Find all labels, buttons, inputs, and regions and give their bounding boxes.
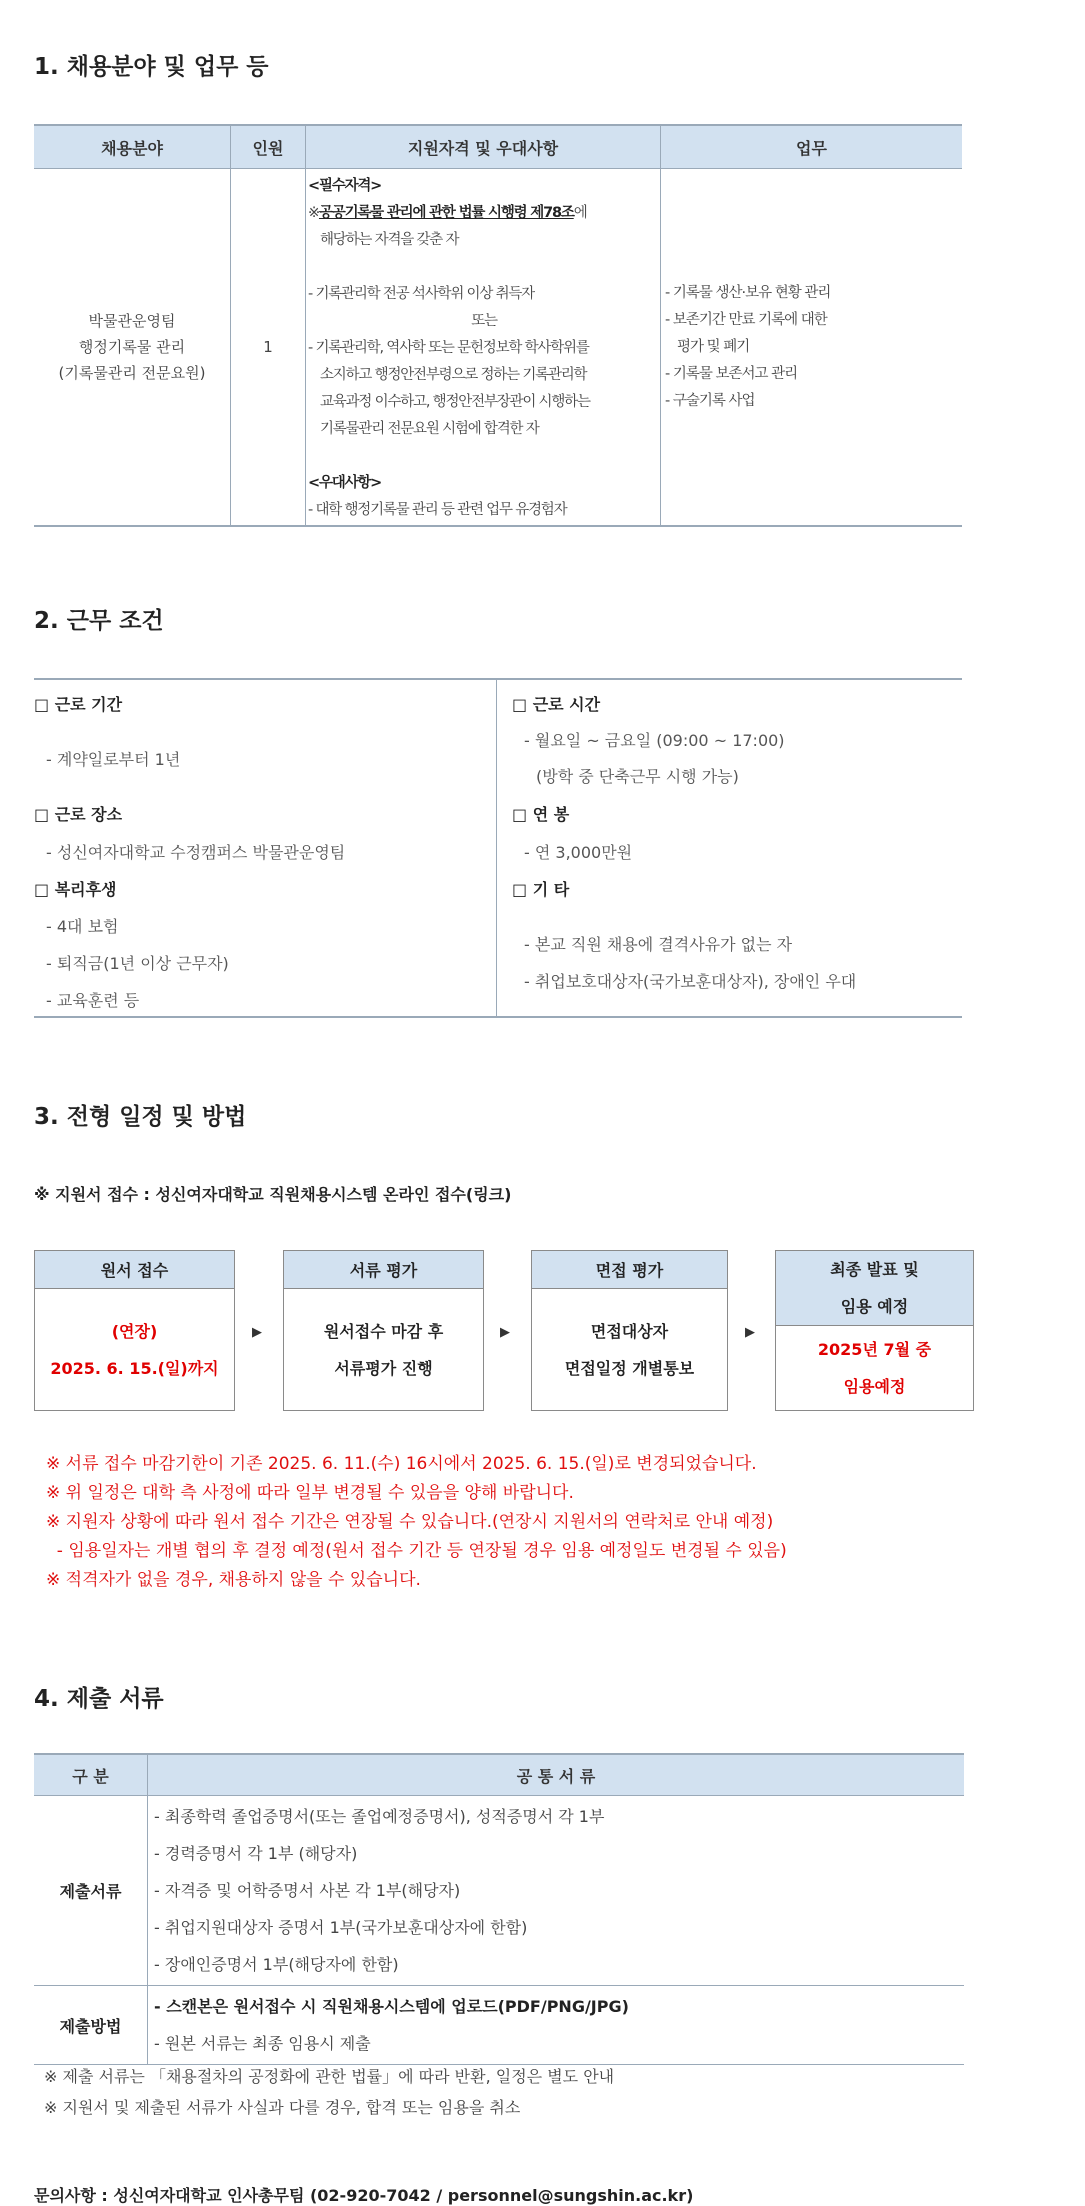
field-line: (기록물관리 전문요원) bbox=[58, 364, 206, 382]
method-label: 제출방법 bbox=[34, 1986, 148, 2065]
header-common-docs: 공 통 서 류 bbox=[148, 1754, 965, 1796]
field-line: 행정기록물 관리 bbox=[78, 338, 186, 356]
header-count: 인원 bbox=[231, 125, 306, 169]
note-item: ※ 지원자 상황에 따라 원서 접수 기간은 연장될 수 있습니다.(연장시 지원서의 연락처로 안내 예정) bbox=[46, 1512, 774, 1532]
duty-item: - 구술기록 사업 bbox=[665, 392, 755, 409]
step-arrow-icon: ▶ bbox=[252, 1325, 262, 1340]
section-4-title: 4. 제출 서류 bbox=[34, 1686, 164, 1712]
duties-cell bbox=[661, 169, 963, 527]
header-duties: 업무 bbox=[661, 125, 963, 169]
contact-info: 문의사항 : 성신여자대학교 인사총무팀 (02-920-7042 / personnel@sungshin.ac.kr) bbox=[34, 2186, 694, 2205]
period-heading: □ 근로 기간 bbox=[34, 695, 123, 714]
hours-note: (방학 중 단축근무 시행 가능) bbox=[536, 767, 739, 786]
recruitment-table bbox=[34, 124, 962, 527]
required-law-line bbox=[308, 200, 660, 227]
etc-heading: □ 기 타 bbox=[512, 880, 570, 899]
step-head-line: 최종 발표 및 bbox=[830, 1260, 919, 1279]
period-value: - 계약일로부터 1년 bbox=[46, 750, 181, 769]
documents-table bbox=[34, 1753, 964, 2065]
duty-item: - 보존기간 만료 기록에 대한 bbox=[665, 311, 827, 328]
doc-item: - 장애인증명서 1부(해당자에 한함) bbox=[154, 1955, 399, 1974]
hours-heading: □ 근로 시간 bbox=[512, 695, 601, 714]
header-category: 구 분 bbox=[34, 1754, 148, 1796]
law-link-text: 공공기록물 관리에 관한 법률 시행령 제78조 bbox=[318, 205, 574, 221]
qual-item-2-cont: 소지하고 행정안전부령으로 정하는 기록관리학 bbox=[320, 367, 587, 383]
note-item: ※ 적격자가 없을 경우, 채용하지 않을 수 있습니다. bbox=[46, 1570, 421, 1590]
header-field: 채용분야 bbox=[34, 125, 231, 169]
etc-value: - 취업보호대상자(국가보훈대상자), 장애인 우대 bbox=[524, 972, 857, 991]
schedule-notes bbox=[46, 1450, 787, 1595]
step-line: 원서접수 마감 후 bbox=[323, 1321, 444, 1341]
header-qualification: 지원자격 및 우대사항 bbox=[306, 125, 661, 169]
doc-item: - 최종학력 졸업증명서(또는 졸업예정증명서), 성적증명서 각 1부 bbox=[154, 1807, 605, 1826]
duty-item-cont: 평가 및 폐기 bbox=[677, 338, 750, 355]
step-application bbox=[34, 1250, 235, 1411]
step-line: 서류평가 진행 bbox=[334, 1358, 433, 1378]
qual-or: 또는 bbox=[471, 313, 497, 329]
law-suffix: 에 bbox=[573, 205, 587, 221]
welfare-heading: □ 복리후생 bbox=[34, 880, 117, 899]
preferred-label: <우대사항> bbox=[308, 475, 382, 491]
spacer bbox=[308, 443, 660, 470]
note-item: - 임용일자는 개별 협의 후 결정 예정(원서 접수 기간 등 연장될 경우 임용 예정일도 변경될 수 있음) bbox=[46, 1541, 787, 1561]
step-arrow-icon: ▶ bbox=[745, 1325, 755, 1340]
method-list bbox=[148, 1986, 965, 2065]
step-head: 서류 평가 bbox=[284, 1251, 483, 1289]
welfare-value: - 교육훈련 등 bbox=[46, 991, 140, 1010]
field-cell bbox=[34, 169, 231, 527]
preferred-item: - 대학 행정기록물 관리 등 관련 업무 유경험자 bbox=[308, 502, 567, 518]
doc-item: - 자격증 및 어학증명서 사본 각 1부(해당자) bbox=[154, 1881, 461, 1900]
qual-item-2-cont: 교육과정 이수하고, 행정안전부장관이 시행하는 bbox=[320, 394, 590, 410]
salary-value: - 연 3,000만원 bbox=[524, 843, 633, 862]
duty-item: - 기록물 생산·보유 현황 관리 bbox=[665, 284, 831, 301]
step-interview bbox=[531, 1250, 728, 1411]
step-body bbox=[284, 1289, 483, 1410]
step-line: 임용예정 bbox=[843, 1377, 906, 1396]
doc-item: - 취업지원대상자 증명서 1부(국가보훈대상자에 한함) bbox=[154, 1918, 528, 1937]
step-final bbox=[775, 1250, 974, 1411]
method-item: - 스캔본은 원서접수 시 직원채용시스템에 업로드(PDF/PNG/JPG) bbox=[154, 1997, 629, 2016]
section-2-title: 2. 근무 조건 bbox=[34, 608, 164, 634]
welfare-value: - 퇴직금(1년 이상 근무자) bbox=[46, 954, 229, 973]
step-line: 2025년 7월 중 bbox=[817, 1340, 932, 1359]
footnote: ※ 지원서 및 제출된 서류가 사실과 다를 경우, 합격 또는 임용을 취소 bbox=[44, 2098, 521, 2117]
hours-value: - 월요일 ~ 금요일 (09:00 ~ 17:00) bbox=[524, 731, 785, 750]
step-line: 면접일정 개별통보 bbox=[564, 1358, 695, 1378]
place-heading: □ 근로 장소 bbox=[34, 805, 123, 824]
step-body bbox=[776, 1326, 973, 1410]
note-mark: ※ bbox=[308, 205, 319, 221]
doc-item: - 경력증명서 각 1부 (해당자) bbox=[154, 1844, 358, 1863]
work-conditions-box bbox=[34, 678, 962, 1018]
note-item: ※ 위 일정은 대학 측 사정에 따라 일부 변경될 수 있음을 양해 바랍니다. bbox=[46, 1483, 574, 1503]
step-line: 2025. 6. 15.(일)까지 bbox=[50, 1358, 219, 1378]
required-cont: 해당하는 자격을 갖춘 자 bbox=[320, 232, 459, 248]
step-arrow-icon: ▶ bbox=[500, 1325, 510, 1340]
step-head: 면접 평가 bbox=[532, 1251, 727, 1289]
step-document-review bbox=[283, 1250, 484, 1411]
spacer bbox=[308, 254, 660, 281]
step-line: (연장) bbox=[111, 1321, 158, 1341]
step-line: 면접대상자 bbox=[590, 1321, 669, 1341]
section-1-title: 1. 채용분야 및 업무 등 bbox=[34, 54, 269, 80]
welfare-value: - 4대 보험 bbox=[46, 917, 119, 936]
qual-item-1: - 기록관리학 전공 석사학위 이상 취득자 bbox=[308, 286, 534, 302]
qualification-cell bbox=[306, 169, 661, 527]
step-head-line: 임용 예정 bbox=[840, 1297, 909, 1316]
required-label: <필수자격> bbox=[308, 178, 382, 194]
field-line: 박물관운영팀 bbox=[88, 312, 176, 330]
etc-value: - 본교 직원 채용에 결격사유가 없는 자 bbox=[524, 935, 793, 954]
column-divider bbox=[496, 680, 497, 1016]
step-head bbox=[776, 1251, 973, 1326]
apply-note: ※ 지원서 접수 : 성신여자대학교 직원채용시스템 온라인 접수(링크) bbox=[34, 1185, 512, 1204]
duty-item: - 기록물 보존서고 관리 bbox=[665, 365, 798, 382]
step-body bbox=[532, 1289, 727, 1410]
qual-item-2-cont: 기록물관리 전문요원 시험에 합격한 자 bbox=[320, 421, 539, 437]
count-cell: 1 bbox=[231, 169, 306, 527]
step-head: 원서 접수 bbox=[35, 1251, 234, 1289]
step-body bbox=[35, 1289, 234, 1410]
method-item: - 원본 서류는 최종 임용시 제출 bbox=[154, 2034, 371, 2053]
salary-heading: □ 연 봉 bbox=[512, 805, 570, 824]
qual-item-2: - 기록관리학, 역사학 또는 문헌정보학 학사학위를 bbox=[308, 340, 589, 356]
place-value: - 성신여자대학교 수정캠퍼스 박물관운영팀 bbox=[46, 843, 346, 862]
section-3-title: 3. 전형 일정 및 방법 bbox=[34, 1104, 247, 1130]
note-item: ※ 서류 접수 마감기한이 기존 2025. 6. 11.(수) 16시에서 2025. 6. 15.(일)로 변경되었습니다. bbox=[46, 1454, 757, 1474]
footnote: ※ 제출 서류는 「채용절차의 공정화에 관한 법률」에 따라 반환, 일정은 별도 안내 bbox=[44, 2067, 615, 2086]
docs-label: 제출서류 bbox=[34, 1796, 148, 1986]
docs-list bbox=[148, 1796, 965, 1986]
